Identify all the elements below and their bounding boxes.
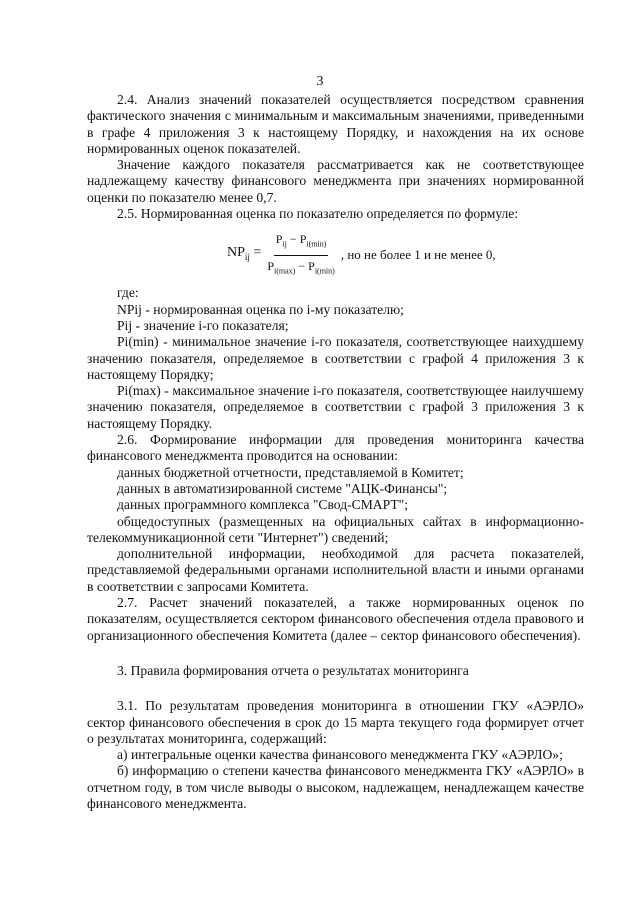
paragraph-2-4-threshold: Значение каждого показателя рассматривается как не соответствующее надлежащему качеству финансового менеджмента при значениях нормированной оценки по показателю менее 0,7. [87, 157, 584, 205]
definition-pij: Pij - значение i-го показателя; [117, 317, 289, 333]
formula-numerator: $P_{ij} - P_{i(min)}$ [274, 231, 329, 256]
definition-pmin: Pi(min) - минимальное значение i-го показателя, соответствующее наихудшему значению показателя, определяемое в соответствии с графой 4 приложения 3 к настоящему Порядку; [87, 334, 584, 382]
normalized-score-formula [227, 233, 584, 277]
paragraph-2-6: 2.6. Формирование информации для проведения мониторинга качества финансового менеджмента проводится на основании: [87, 432, 584, 464]
formula-fraction [265, 231, 336, 279]
source-public-info: общедоступных (размещенных на официальных сайтах в информационно-телекоммуникационной сети "Интернет") сведений; [87, 513, 584, 545]
formula-denominator: $P_{i(max)} - P_{i(min)}$ [267, 258, 335, 276]
source-additional-info: дополнительной информации, необходимой для расчета показателей, представляемой федеральными органами исполнительной власти и иными органами в соответствии с запросами Комитета. [87, 546, 584, 594]
paragraph-2-4: 2.4. Анализ значений показателей осуществляется посредством сравнения фактического значения с минимальным и максимальным значениями, приведенными в графе 4 приложения 3 к настоящему Порядку, и нахождения на их основе нормированных оценок показателей. [87, 92, 584, 156]
where-label: где: [117, 285, 139, 301]
paragraph-2-7: 2.7. Расчет значений показателей, а также нормированных оценок по показателям, осуществляется сектором финансового обеспечения отдела правового и организационного обеспечения Комитета (далее – сектор финансового обеспечения). [87, 595, 584, 643]
paragraph-2-5: 2.5. Нормированная оценка по показателю определяется по формуле: [117, 206, 519, 222]
document-body [87, 92, 584, 812]
definition-pmax: Pi(max) - максимальное значение i-го показателя, соответствующее наилучшему значению показателя, определяемое в соответствии с графой 3 приложения 3 к настоящему Порядку. [87, 383, 584, 431]
section-3-heading: 3. Правила формирования отчета о результатах мониторинга [117, 662, 469, 678]
definition-npij: NPij - нормированная оценка по i-му показателю; [117, 301, 404, 317]
source-svod-smart: данных программного комплекса "Свод-СМАРТ"; [117, 497, 408, 513]
paragraph-3-1: 3.1. По результатам проведения мониторинга в отношении ГКУ «АЭРЛО» сектор финансового обеспечения в срок до 15 марта текущего года формирует отчет о результатах мониторинга, содержащий: [87, 698, 584, 746]
paragraph-3-1-a: а) интегральные оценки качества финансового менеджмента ГКУ «АЭРЛО»; [117, 747, 563, 763]
paragraph-3-1-b: б) информацию о степени качества финансового менеджмента ГКУ «АЭРЛО» в отчетном году, в том числе выводы о высоком, надлежащем, ненадлежащем качестве финансового менеджмента. [87, 763, 584, 811]
formula-lhs: $NP_{ij}$ = [227, 245, 262, 263]
formula-condition: , но не более 1 и не менее 0, [340, 247, 496, 263]
source-ack-finance: данных в автоматизированной системе "АЦК-Финансы"; [117, 480, 448, 496]
source-budget-reporting: данных бюджетной отчетности, представляемой в Комитет; [117, 464, 464, 480]
page-number: 3 [316, 74, 324, 89]
